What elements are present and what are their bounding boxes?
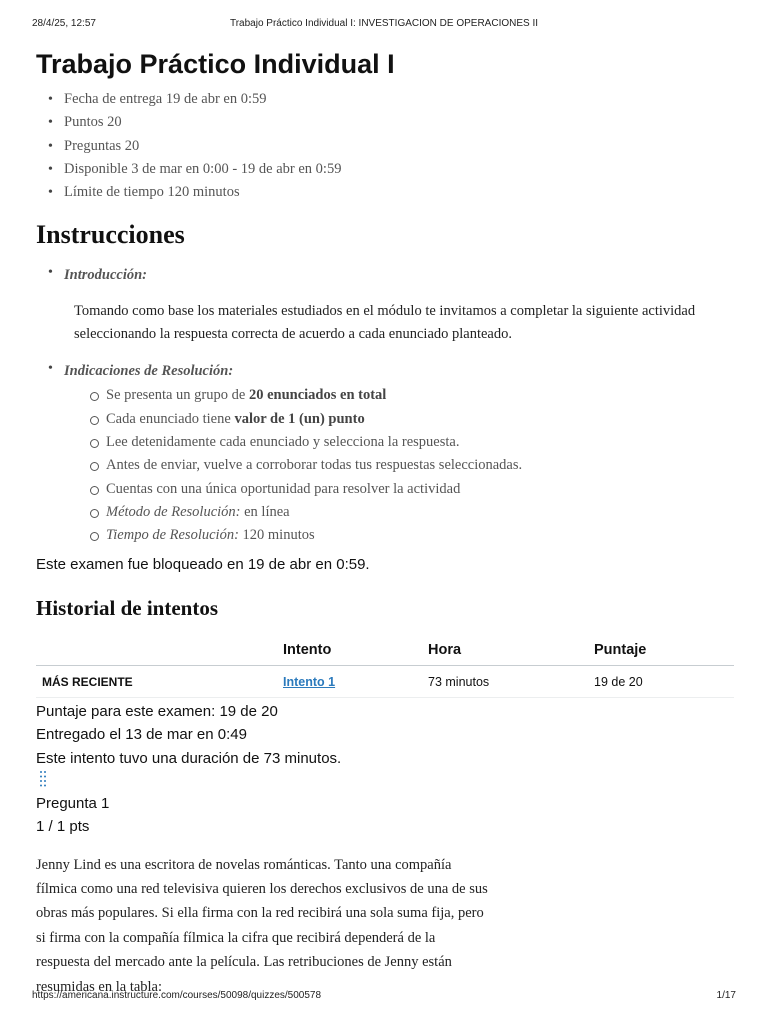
summary-submitted: Entregado el 13 de mar en 0:49 <box>36 726 247 744</box>
page-title: Trabajo Práctico Individual I <box>36 49 395 79</box>
print-page-number: 1/17 <box>716 990 736 1001</box>
print-title: Trabajo Práctico Individual I: INVESTIGACION DE OPERACIONES II <box>229 18 539 29</box>
history-heading: Historial de intentos <box>36 595 218 620</box>
attempts-table <box>36 635 734 699</box>
attempt-score: 19 de 20 <box>594 666 734 698</box>
attempts-header-row <box>36 635 734 666</box>
drag-handle-icon[interactable] <box>39 770 734 792</box>
resolution-check: Antes de enviar, vuelve a corroborar todas tus respuestas seleccionadas. <box>90 454 734 477</box>
attempt-time: 73 minutos <box>428 666 594 698</box>
question-text: Jenny Lind es una escritora de novelas románticas. Tanto una compañía fílmica como una red televisiva quieren los derechos exclusivos de una de sus obras más populares. Si ella firma con la red recibirá una sola suma fija, pero si firma con la compañía fílmica la cifra que recibirá dependerá de la respuesta del mercado ante la película. Las retribuciones de Jenny están resumidas en la tabla: <box>36 856 488 995</box>
table-row <box>36 666 734 698</box>
resolution-read: Lee detenidamente cada enunciado y selecciona la respuesta. <box>90 431 734 454</box>
meta-time-limit: • Límite de tiempo 120 minutos <box>48 181 734 204</box>
attempt-link[interactable]: Intento 1 <box>283 674 336 689</box>
resolution-statements <box>90 384 734 407</box>
print-url: https://americana.instructure.com/courses/50098/quizzes/500578 <box>32 990 322 1001</box>
intro-label: Introducción: <box>64 267 147 284</box>
print-header <box>32 18 736 32</box>
attempt-cell <box>283 666 428 698</box>
resolution-label: Indicaciones de Resolución: <box>64 363 234 380</box>
time-label: Tiempo de Resolución: <box>106 527 239 544</box>
statements-bold: 20 enunciados en total <box>248 387 387 404</box>
time-value: 120 minutos <box>238 527 315 544</box>
meta-due-date: • Fecha de entrega 19 de abr en 0:59 <box>48 88 734 111</box>
intro-text: Tomando como base los materiales estudiados en el módulo te invitamos a completar la siguiente actividad seleccionando la respuesta correcta de acuerdo a cada enunciado planteado. <box>74 303 696 343</box>
resolution-time <box>90 524 734 547</box>
question-title: Pregunta 1 <box>36 794 110 812</box>
question-points: 1 / 1 pts <box>36 818 90 836</box>
statements-text: Se presenta un grupo de <box>106 387 249 404</box>
col-attempt: Intento <box>283 635 428 666</box>
value-text: Cada enunciado tiene <box>106 410 235 427</box>
meta-questions: • Preguntas 20 <box>48 135 734 158</box>
print-date: 28/4/25, 12:57 <box>32 18 96 29</box>
summary-score: Puntaje para este examen: 19 de 20 <box>36 703 278 721</box>
resolution-single-attempt: Cuentas con una única oportunidad para resolver la actividad <box>90 478 734 501</box>
quiz-content <box>36 46 734 999</box>
locked-notice: Este examen fue bloqueado en 19 de abr en 0:59. <box>36 555 370 573</box>
resolution-value <box>90 408 734 431</box>
instructions-list <box>48 265 734 285</box>
print-footer <box>32 990 736 1004</box>
col-time: Hora <box>428 635 594 666</box>
instructions-heading: Instrucciones <box>36 220 185 250</box>
intro-item <box>48 265 734 285</box>
attempt-summary <box>36 700 734 770</box>
col-status <box>36 635 283 666</box>
resolution-item <box>48 361 734 547</box>
value-bold: valor de 1 (un) punto <box>234 410 365 427</box>
method-value: en línea <box>240 503 290 520</box>
meta-points: • Puntos 20 <box>48 111 734 134</box>
method-label: Método de Resolución: <box>106 503 241 520</box>
meta-available: • Disponible 3 de mar en 0:00 - 19 de abr en 0:59 <box>48 158 734 181</box>
col-score: Puntaje <box>594 635 734 666</box>
quiz-meta-list <box>48 88 734 204</box>
drag-handle-icon-graphic <box>39 770 47 788</box>
resolution-sublist <box>90 384 734 547</box>
resolution-list <box>48 361 734 547</box>
resolution-method <box>90 501 734 524</box>
attempt-status: MÁS RECIENTE <box>36 666 283 698</box>
summary-duration: Este intento tuvo una duración de 73 minutos. <box>36 749 342 767</box>
